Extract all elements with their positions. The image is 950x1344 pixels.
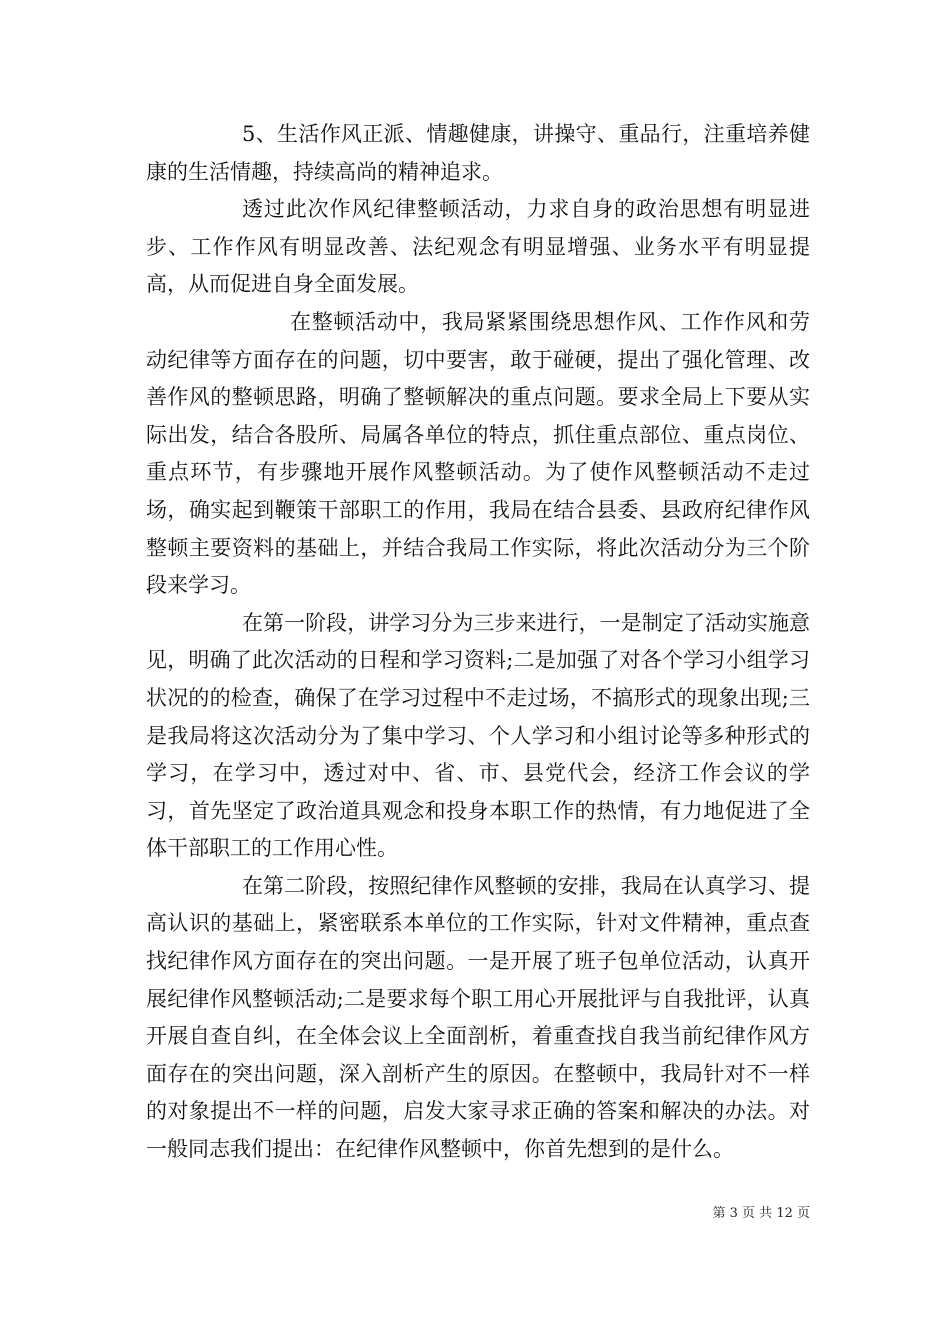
paragraph-goals: 透过此次作风纪律整顿活动，力求自身的政治思想有明显进步、工作作风有明显改善、法纪观念有明显增强、业务水平有明显提高，从而促进自身全面发展。 [146,197,810,297]
paragraph-lifestyle: 5、生活作风正派、情趣健康，讲操守、重品行，注重培养健康的生活情趣，持续高尚的精神追求。 [146,122,810,184]
paragraph-stage-one: 在第一阶段，讲学习分为三步来进行，一是制定了活动实施意见，明确了此次活动的日程和学习资料;二是加强了对各个学习小组学习状况的的检查，确保了在学习过程中不走过场，不搞形式的现象出现;三是我局将这次活动分为了集中学习、个人学习和小组讨论等多种形式的学习，在学习中，透过对中、省、市、县党代会，经济工作会议的学习，首先坚定了政治道具观念和投身本职工作的热情，有力地促进了全体干部职工的工作用心性。 [146,610,810,861]
paragraph-rectification: 在整顿活动中，我局紧紧围绕思想作风、工作作风和劳动纪律等方面存在的问题，切中要害，敢于碰硬，提出了强化管理、改善作风的整顿思路，明确了整顿解决的重点问题。要求全局上下要从实际出发，结合各股所、局属各单位的特点，抓住重点部位、重点岗位、重点环节，有步骤地开展作风整顿活动。为了使作风整顿活动不走过场，确实起到鞭策干部职工的作用，我局在结合县委、县政府纪律作风整顿主要资料的基础上，并结合我局工作实际，将此次活动分为三个阶段来学习。 [146,309,810,598]
page-number-footer: 第 3 页 共 12 页 [712,1206,810,1221]
paragraph-stage-two: 在第二阶段，按照纪律作风整顿的安排，我局在认真学习、提高认识的基础上，紧密联系本单位的工作实际，针对文件精神，重点查找纪律作风方面存在的突出问题。一是开展了班子包单位活动，认真开展纪律作风整顿活动;二是要求每个职工用心开展批评与自我批评，认真开展自查自纠，在全体会议上全面剖析，着重查找自我当前纪律作风方面存在的突出问题，深入剖析产生的原因。在整顿中，我局针对不一样的对象提出不一样的问题，启发大家寻求正确的答案和解决的办法。对一般同志我们提出：在纪律作风整顿中，你首先想到的是什么。 [146,873,810,1162]
document-body [146,116,810,1169]
